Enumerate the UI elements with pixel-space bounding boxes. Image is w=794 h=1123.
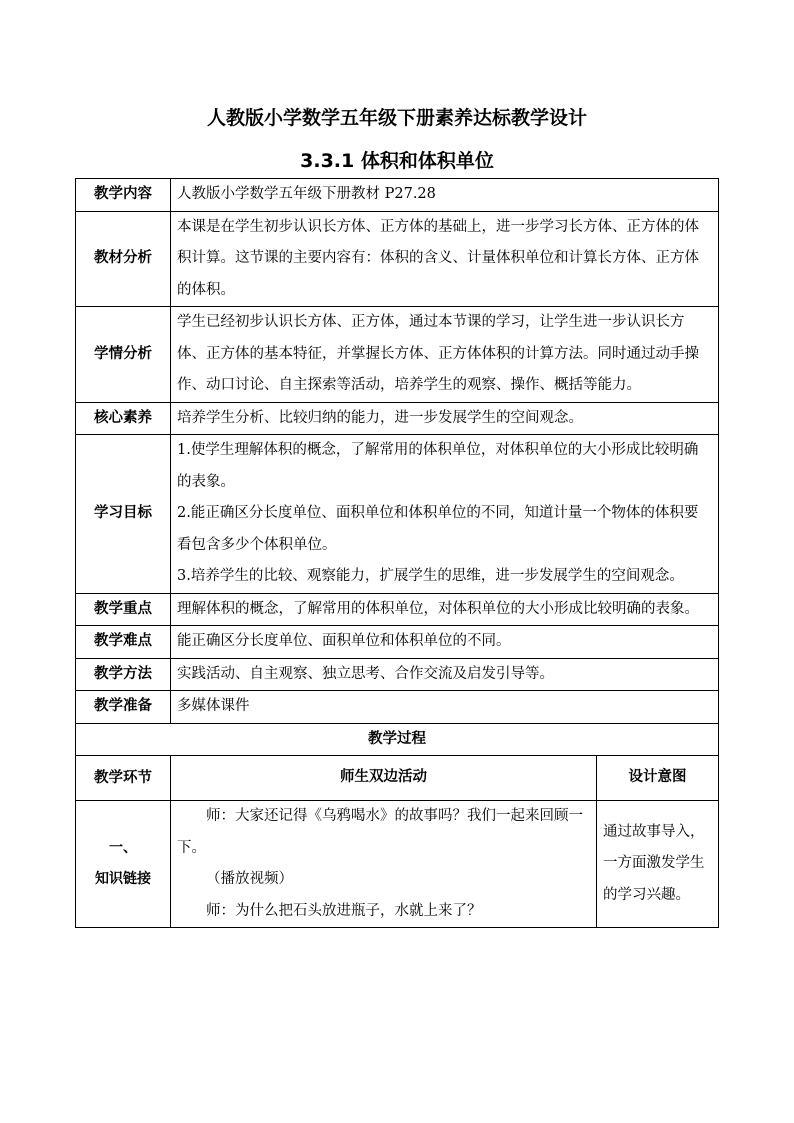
- label-difficulty: 教学难点: [76, 626, 171, 659]
- lesson-plan-table: [75, 178, 719, 928]
- goal-item-2: 2.能正确区分长度单位、面积单位和体积单位的不同，知道计量一个物体的体积要看包含多少个体积单位。: [177, 505, 699, 553]
- row-goals: [76, 435, 719, 594]
- label-content: 教学内容: [76, 179, 171, 212]
- stage-1-name: 知识链接: [95, 871, 151, 887]
- label-goals: 学习目标: [76, 435, 171, 594]
- stage-1-activity: [171, 801, 597, 928]
- column-intent: 设计意图: [597, 756, 719, 801]
- process-heading: 教学过程: [76, 723, 719, 756]
- row-stage-1: [76, 801, 719, 928]
- value-material: 本课是在学生初步认识长方体、正方体的基础上，进一步学习长方体、正方体的体积计算。这节课的主要内容有：体积的含义、计量体积单位和计算长方体、正方体的体积。: [171, 211, 719, 307]
- row-method: [76, 658, 719, 691]
- activity-line-3: 师：为什么把石头放进瓶子，水就上来了？: [206, 902, 482, 919]
- lesson-title: 3.3.1 体积和体积单位: [300, 150, 494, 172]
- goal-item-1: 1.使学生理解体积的概念，了解常用的体积单位，对体积单位的大小形成比较明确的表象。: [177, 442, 699, 490]
- value-content: 人教版小学数学五年级下册教材 P27.28: [171, 179, 719, 212]
- value-difficulty: 能正确区分长度单位、面积单位和体积单位的不同。: [171, 626, 719, 659]
- label-literacy: 核心素养: [76, 402, 171, 435]
- value-key: 理解体积的概念，了解常用的体积单位，对体积单位的大小形成比较明确的表象。: [171, 593, 719, 626]
- row-difficulty: [76, 626, 719, 659]
- row-content: [76, 179, 719, 212]
- value-literacy: 培养学生分析、比较归纳的能力，进一步发展学生的空间观念。: [171, 402, 719, 435]
- column-activity: 师生双边活动: [171, 756, 597, 801]
- column-stage: 教学环节: [76, 756, 171, 801]
- row-process-columns: [76, 756, 719, 801]
- activity-line-1: 师：大家还记得《乌鸦喝水》的故事吗？我们一起来回顾一下。: [177, 808, 583, 856]
- stage-1-cell: [76, 801, 171, 928]
- row-prep: [76, 691, 719, 724]
- row-process-heading: [76, 723, 719, 756]
- row-literacy: [76, 402, 719, 435]
- row-key: [76, 593, 719, 626]
- stage-1-number: 一、: [109, 839, 137, 856]
- value-students: 学生已经初步认识长方体、正方体，通过本节课的学习，让学生进一步认识长方体、正方体的基本特征，并掌握长方体、正方体体积的计算方法。同时通过动手操作、动口讨论、自主探索等活动，培养学生的观察、操作、概括等能力。: [171, 307, 719, 403]
- label-students: 学情分析: [76, 307, 171, 403]
- row-material: [76, 211, 719, 307]
- label-prep: 教学准备: [76, 691, 171, 724]
- activity-line-2: （播放视频）: [206, 871, 293, 887]
- stage-1-intent: 通过故事导入，一方面激发学生的学习兴趣。: [597, 801, 719, 928]
- label-material: 教材分析: [76, 211, 171, 307]
- goal-item-3: 3.培养学生的比较、观察能力，扩展学生的思维，进一步发展学生的空间观念。: [177, 568, 684, 584]
- row-students: [76, 307, 719, 403]
- label-method: 教学方法: [76, 658, 171, 691]
- label-key: 教学重点: [76, 593, 171, 626]
- document-title: 人教版小学数学五年级下册素养达标教学设计: [206, 107, 587, 129]
- value-prep: 多媒体课件: [171, 691, 719, 724]
- value-goals: [171, 435, 719, 594]
- value-method: 实践活动、自主观察、独立思考、合作交流及启发引导等。: [171, 658, 719, 691]
